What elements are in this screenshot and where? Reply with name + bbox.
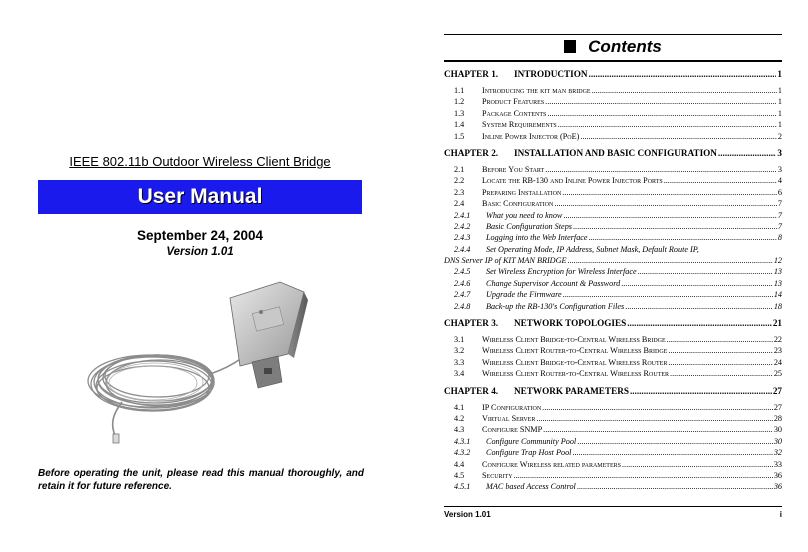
toc-entry[interactable]: 2.1 Before You Start ..... 3: [444, 164, 782, 175]
top-rule: [444, 34, 782, 35]
toc-entry[interactable]: 4.2 Virtual Server ..... 28: [444, 413, 782, 424]
toc-subentry[interactable]: 2.4.6 Change Supervisor Account & Password ..... 13: [444, 278, 782, 289]
toc-entry[interactable]: 4.4 Configure Wireless related parameters ..... 33: [444, 459, 782, 470]
toc-chapter[interactable]: CHAPTER 2. INSTALLATION AND BASIC CONFIGURATION ..... 3: [444, 147, 782, 160]
footer-version: Version 1.01: [444, 510, 491, 519]
toc-subentry[interactable]: 2.4.8 Back-up the RB-130's Configuration Files ..... 18: [444, 301, 782, 312]
toc-entry[interactable]: 3.2 Wireless Client Router-to-Central Wireless Bridge ..... 23: [444, 345, 782, 356]
cover-notice: Before operating the unit, please read this manual thoroughly, and retain it for future reference.: [38, 468, 364, 492]
toc-subentry[interactable]: 2.4.5 Set Wireless Encryption for Wireless Interface ..... 13: [444, 266, 782, 277]
toc-subentry[interactable]: 2.4.3 Logging into the Web Interface ..... 8: [444, 232, 782, 243]
toc-subentry[interactable]: 2.4.4 Set Operating Mode, IP Address, Subnet Mask, Default Route IP,: [454, 244, 699, 254]
cover-version: Version 1.01: [166, 246, 234, 258]
toc-subentry[interactable]: 4.3.1 Configure Community Pool ..... 30: [444, 436, 782, 447]
contents-page: [444, 0, 782, 552]
toc-subentry[interactable]: 4.3.2 Configure Trap Host Pool ..... 32: [444, 447, 782, 458]
product-photo: [82, 270, 312, 445]
toc-entry[interactable]: 3.1 Wireless Client Bridge-to-Central Wireless Bridge ..... 22: [444, 334, 782, 345]
toc-entry[interactable]: 3.4 Wireless Client Router-to-Central Wireless Router ..... 25: [444, 368, 782, 379]
footer-page-number: i: [779, 510, 782, 519]
toc-chapter[interactable]: CHAPTER 1. INTRODUCTION ..... 1: [444, 68, 782, 81]
toc-subentry[interactable]: 2.4.2 Basic Configuration Steps ..... 7: [444, 221, 782, 232]
toc-chapter[interactable]: CHAPTER 4. NETWORK PARAMETERS ..... 27: [444, 385, 782, 398]
toc-chapter[interactable]: CHAPTER 3. NETWORK TOPOLOGIES ..... 21: [444, 317, 782, 330]
toc-subentry[interactable]: 4.5.1 MAC based Access Control ..... 36: [444, 481, 782, 492]
toc-entry[interactable]: 1.2 Product Features ..... 1: [444, 96, 782, 107]
contents-heading: Contents: [444, 37, 782, 57]
toc-entry[interactable]: 4.5 Security ..... 36: [444, 470, 782, 481]
square-bullet-icon: [564, 40, 576, 53]
toc-subentry-continued[interactable]: DNS Server IP of KIT MAN BRIDGE ..... 12: [444, 255, 782, 266]
toc-entry[interactable]: 4.3 Configure SNMP ..... 30: [444, 424, 782, 435]
toc-entry[interactable]: 2.2 Locate the RB-130 and Inline Power Injector Ports ..... 4: [444, 175, 782, 186]
cover-page: [0, 0, 400, 552]
footer-rule: [444, 506, 782, 507]
toc-entry[interactable]: 1.3 Package Contents ..... 1: [444, 108, 782, 119]
cover-date: September 24, 2004: [136, 228, 264, 243]
toc-subentry[interactable]: 2.4.1 What you need to know ..... 7: [444, 210, 782, 221]
heading-rule: [444, 60, 782, 62]
toc-entry[interactable]: 4.1 IP Configuration ..... 27: [444, 402, 782, 413]
toc-entry[interactable]: 2.3 Preparing Installation ..... 6: [444, 187, 782, 198]
toc-subentry[interactable]: 2.4.7 Upgrade the Firmware ..... 14: [444, 289, 782, 300]
toc-entry[interactable]: 3.3 Wireless Client Bridge-to-Central Wireless Router ..... 24: [444, 357, 782, 368]
toc-entry[interactable]: 2.4 Basic Configuration ..... 7: [444, 198, 782, 209]
toc-entry[interactable]: 1.4 System Requirements ..... 1: [444, 119, 782, 130]
cover-subtitle: IEEE 802.11b Outdoor Wireless Client Bridge: [69, 154, 331, 169]
cover-banner: User Manual: [38, 180, 362, 214]
toc-entry[interactable]: 1.1 Introducing the kit man bridge ..... 1: [444, 85, 782, 96]
toc-entry[interactable]: 1.5 Inline Power Injector (PoE) ..... 2: [444, 131, 782, 142]
table-of-contents: [444, 68, 782, 493]
